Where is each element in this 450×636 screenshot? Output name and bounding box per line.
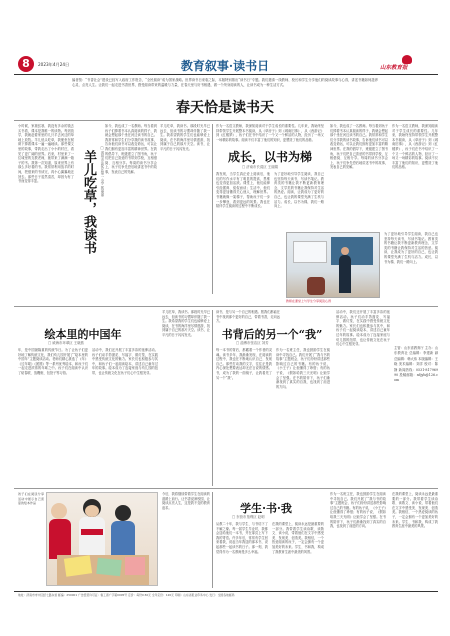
footer-rule: [14, 591, 438, 592]
article2-col2: 我发现，当学生真正爱上阅读后，他们的写作水平有了明显的提高，思维也变得更加活跃。课堂上，他们能够引经据典、侃侃而谈；生活中，他们变得更加懂得关心他人、理解世界。书籍就像一架梯子，帮助孩子们一步一步攀登，看到更远的风景。我也在陪伴学生阅读的过程中不断成长。: [216, 172, 270, 209]
article5-col2: 在我的课堂上，阅读永远是最重要的一部分。我带着学生读诗歌、读散文、读小说，带着他们在文字中感受美、发现美、创造美。我相信，一个热爱阅读的孩子，一定会拥有一个更加美好的未来。学生、书和我，构成了我教育生涯中最美的风景。: [272, 522, 324, 554]
article4-col3: 活动中，我们还开展了丰富多彩的延伸活动。孩子们动手剪窗花、写福字、做灯笼，在实践中感受传统文化的魅力。家长们也积极参与其中，和孩子们一起阅读绘本，讲述自己童年过年的故事。绘本成为了连接家庭与幼儿园的纽带，也让传统文化在孩子们心中生根发芽。: [336, 310, 390, 347]
article1-col3: 羊儿吃草，我读书。那段时光早已远去，但读书的习惯却伴随了我一生。我希望我的学生们也能够爱上阅读，在书的海洋里尽情遨游，找到属于自己的那片天空。读书，让平凡的日子闪闪发光。: [160, 124, 210, 151]
masthead-text: 山东教育报: [380, 65, 408, 71]
article5-title: 学生·书·我: [240, 502, 292, 515]
article5-byline: □ 东营市垦利区 赵明: [232, 515, 265, 519]
article3-col0: 羊儿吃草，我读书。那段时光早已远去，但读书的习惯却伴随了我一生。我希望我的学生们也能够爱上阅读，在书的海洋里尽情遨游，找到属于自己的那片天空。读书，让平凡的日子闪闪发光。: [162, 310, 210, 337]
article3-byline: □ 威海市环翠区 王晓燕: [48, 341, 84, 345]
article4-col2: 作为一名班主任，我也鼓励学生在阅读中寻找自己。我们开展了“我与书的故事”主题班会，孩子们纷纷讲述那些影响过自己的书籍。有的孩子说，《小王子》让他懂得了珍惜；有的孩子说，《假如给我三天光明》让她学会了坚强。在书的陪伴下，孩子们渐渐找到了真实的自我，也找到了前进的方向。: [276, 348, 330, 389]
article5-col1: 从教二十年，我与学生、与书结下了不解之缘。每一届学生毕业时，我都会送给他们一本书，并在扉页上写下我的寄语。许多年后，常常有学生回来看我，说起当年我送的那本书，说起那些一起读书的日子。那一刻，我觉得作为一名教师是多么幸福。: [216, 522, 268, 554]
article1-col2: 如今，我也成了一名教师。每当看到孩子们捧着书本认真阅读的样子，我就会想起那个坐在河边读书的自己。我常常和学生们分享我的读书故事，告诉他们读书可以改变命运，可以让我们拥有更加丰富的精神世界。在我的倡导下，班级建立了图书角，孩子们把自己喜爱的书带到学校，互相借阅、互相分享。每周的读书分享会上，孩子们争先恐后地讲述书中的故事，发表自己的见解。: [105, 124, 157, 174]
article4-lead: 读书，是与另一个自己的相遇。愿我们都能在书中找到那个更好的自己，带着书香，走向远方。: [216, 310, 280, 324]
article2-far-col: 作为一名语文教师，我深知阅读对于学生成长的重要性。几年来，我始终坚持带领学生开展整本书阅读，从《草房子》到《城南旧事》，从《西游记》到《红楼梦》，孩子们在书中结识了一个又一个鲜活的人物，经历了一场又一场精彩的故事。阅读不仅丰富了他们的知识，更塑造了他们的品格。: [392, 124, 438, 170]
children-reading-photo: [46, 492, 158, 586]
article1-col1: 小时候，家境贫寒，我没有多余的钱去买书看，课本是我唯一的读物。每到放学，我就赶着家里的几只羊去河边的草地上放牧。羊儿低头吃草，我便坐在树荫下捧着课本一遍一遍地读。那些课文里的故事，带我走出了小小的村庄，看见了更广阔的世界。后来，村里来了一位城里的支教老师，她带来了满满一箱子的书。我第一次知道，原来世界上有那么多好看的书。我常常利用放羊的时间，把借来的书读完，再小心翼翼地还回去。那些日子虽然清苦，却因为有了书而变得丰盈。: [18, 124, 74, 184]
main-title-rule: [14, 120, 438, 121]
article3-title: 绘本里的中国年: [44, 328, 122, 341]
editor-note: 编者按：“书香社会”建设已经写入政府工作报告，“全民阅读”成为国家战略。世界读书日来临之际，本版特别推出“读书日”专题。我们邀请一线教师、校长和学生分享他们的阅读故事与心得，讲述书籍如何滋养心灵、点亮人生。让我们一起走进书香世界，感受阅读带来的温暖与力量，在春天里与好书相遇，做一个终身阅读的人，让读书成为一种生活方式。: [72, 78, 378, 87]
section-title: 教育叙事·读书日: [180, 59, 270, 73]
lower-rule: [14, 488, 438, 489]
article4-title: 书背后的另一个“我”: [221, 328, 323, 341]
article2-photo-caption: 教师在课堂上与学生分享阅读心得: [286, 299, 332, 303]
article5-col3: 作为一名班主任，我也鼓励学生在阅读中寻找自己。我们开展了“我与书的故事”主题班会，孩子们纷纷讲述那些影响过自己的书籍。有的孩子说，《小王子》让他懂得了珍惜；有的孩子说，《假如给我三天光明》让她学会了坚强。在书的陪伴下，孩子们渐渐找到了真实的自我，也找到了前进的方向。: [330, 492, 386, 529]
header-rule: [14, 74, 438, 75]
article2-col3: 为了更好地引导学生阅读，我自己也坚持每天读书，写读书笔记。教育类的书籍让我不断更新教育理念，文学类的书籍让我保持对生活的热爱。阅读，让我成为了更好的自己，也让我的课堂充满了生机与活力。成长，以书为梯，我们一路向上。: [274, 172, 324, 209]
mid-rule: [14, 306, 438, 307]
article2-title: 成长，以书为梯: [227, 150, 312, 164]
article5-col4: 在我的课堂上，阅读永远是最重要的一部分。我带着学生读诗歌、读散文、读小说，带着他们在文字中感受美、发现美、创造美。我相信，一个热爱阅读的孩子，一定会拥有一个更加美好的未来。学生、书和我，构成了我教育生涯中最美的风景。: [392, 492, 438, 529]
issue-date: 2023年4月24日: [38, 62, 70, 67]
article2-byline: □ 济南市长清区 王丽娟: [242, 165, 278, 169]
page-number-badge: 8: [18, 56, 34, 72]
masthead-logo: [380, 55, 424, 71]
article4-col1: 每一本书的背后，都藏着一个作者的灵魂。读书多年，我渐渐发现，在阅读的过程中，我也在不断地认识自己、发现自己。那些打动我的文字，往往正是我内心深处想要表达却无法言说的情感。书，成为了我的一面镜子，让我看见了另一个“我”。: [216, 348, 272, 380]
divider-col-a: [212, 124, 213, 294]
article2-right-col: 如今，我也成了一名教师。每当看到孩子们捧着书本认真阅读的样子，我就会想起那个坐在河边读书的自己。我常常和学生们分享我的读书故事，告诉他们读书可以改变命运，可以让我们拥有更加丰富的精神世界。在我的倡导下，班级建立了图书角，孩子们把自己喜爱的书带到学校，互相借阅、互相分享。每周的读书分享会上，孩子们争先恐后地讲述书中的故事，发表自己的见解。: [330, 124, 388, 170]
main-title: 春天恰是读书天: [176, 100, 274, 116]
photo-side-caption: 孩子们在阅读分享活动中展示自己喜爱的绘本作品: [18, 492, 44, 506]
article2-lead: 作为一名语文教师，我深知阅读对于学生成长的重要性。几年来，我始终坚持带领学生开展整本书阅读，从《草房子》到《城南旧事》，从《西游记》到《红楼梦》，孩子们在书中结识了一个又一个鲜活的人物，经历了一场又一场精彩的故事。阅读不仅丰富了他们的知识，更塑造了他们的品格。: [216, 124, 324, 142]
article2-bottom-col: 为了更好地引导学生阅读，我自己也坚持每天读书，写读书笔记。教育类的书籍让我不断更新教育理念，文学类的书籍让我保持对生活的热爱。阅读，让我成为了更好的自己，也让我的课堂充满了生机与活力。成长，以书为梯，我们一路向上。: [384, 232, 438, 264]
article2-photo: [286, 232, 380, 298]
sidebar-credits: 主管：山东省教育厅 主办：山东教育社 总编辑：李建新 副总编辑：韩大伟 本版编辑：王晓 美术编辑：刘洋 校对：陈静 新闻热线：0531-81796990 投稿邮箱：sdjyb@126.com: [394, 346, 438, 383]
divider-col-c: [212, 492, 213, 588]
article1-byline: □ 滨州市沾化区第一小学 郭丽丽: [100, 146, 104, 197]
article3-col2: 活动中，我们还开展了丰富多彩的延伸活动。孩子们动手剪窗花、写福字、做灯笼，在实践中感受传统文化的魅力。家长们也积极参与其中，和孩子们一起阅读绘本，讲述自己童年过年的故事。绘本成为了连接家庭与幼儿园的纽带，也让传统文化在孩子们心中生根发芽。: [92, 348, 158, 375]
article3-col1: 年，是中国最隆重的传统节日。为了让孩子们更好地了解传统文化，我们幼儿园开展了“绘本里的中国年”主题阅读活动。老师们精心挑选了《年》《过年啦》《团圆》等一系列优秀绘本，和孩子们一起走进浓浓的年味之中。孩子们在阅读中认识了贴春联、放鞭炮、包饺子等习俗。: [18, 348, 88, 375]
article1-title: 羊儿吃草，我读书: [81, 150, 96, 254]
footer-info: 地址：济南市市中区经七路东首 邮编：250001 广告经营许可证：鲁工商广字第0005号 定价：每份0.50元 全年定价：120元 印刷：山东省报业印务中心 发行：全国各地邮局: [18, 593, 235, 597]
article4-byline: □ 淄博市张店区 刘芳: [236, 341, 269, 345]
article5-col0: 今后，我将继续带着学生在阅读的道路上前行。让书香浸润校园，让阅读点亮人生，这是我不变的教育追求。: [162, 492, 210, 510]
